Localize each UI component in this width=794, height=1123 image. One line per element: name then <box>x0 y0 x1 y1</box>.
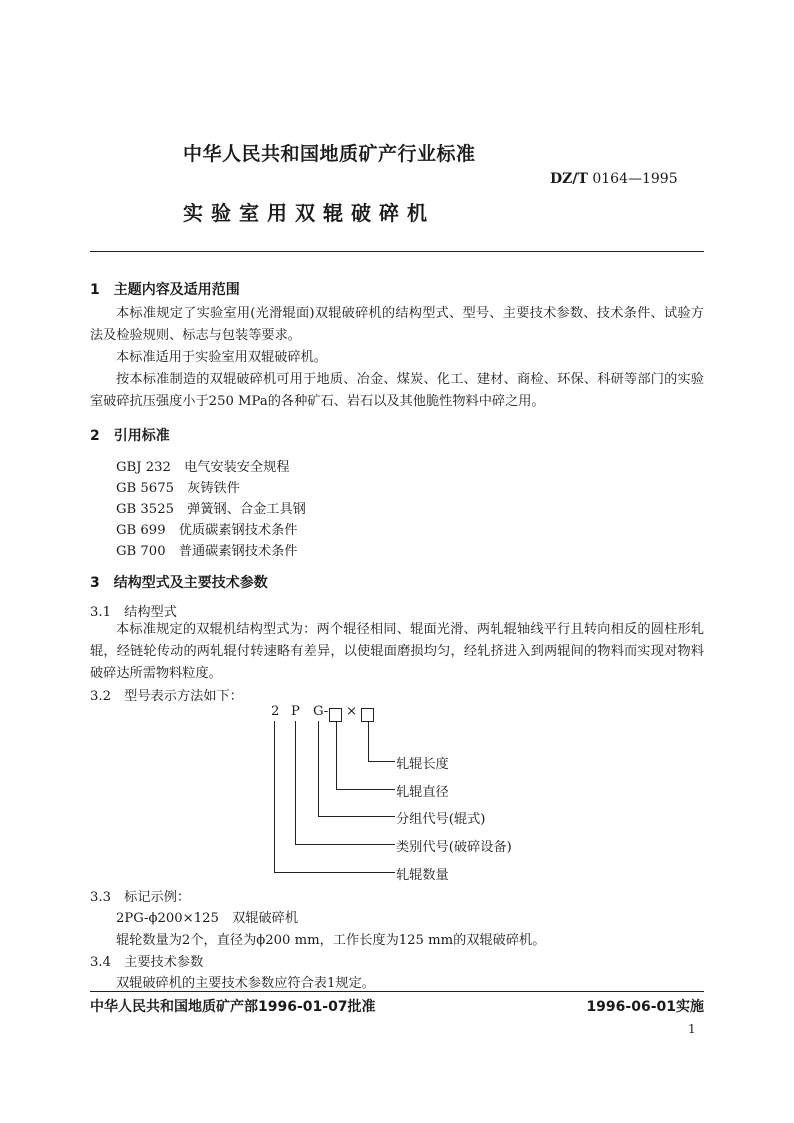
section-3-4-text: 双辊破碎机的主要技术参数应符合表1规定。 <box>116 976 375 991</box>
section-3-3-heading: 3.3 标记示例： <box>90 890 191 905</box>
approval-line: 中华人民共和国地质矿产部1996-01-07批准 <box>90 999 376 1015</box>
section-3-2-heading: 3.2 型号表示方法如下： <box>90 689 243 704</box>
connector-category-vertical <box>295 721 296 845</box>
marking-example-description: 辊轮数量为2个，直径为ϕ200 mm，工作长度为125 mm的双辊破碎机。 <box>116 933 546 948</box>
reference-item <box>116 456 290 475</box>
label-roller-diameter: 轧辊直径 <box>396 785 449 800</box>
connector-count-horizontal <box>274 872 395 873</box>
reference-title: 电气安装安全规程 <box>184 460 290 475</box>
reference-title: 普通碳素钢技术条件 <box>178 544 298 559</box>
marking-example: 2PG-ϕ200×125 双辊破碎机 <box>116 911 299 926</box>
model-times-sign: × <box>346 704 358 719</box>
label-group-code: 分组代号(辊式) <box>396 812 486 827</box>
connector-length-vertical <box>368 721 369 762</box>
reference-code: GB 5675 <box>116 481 174 496</box>
footer-divider <box>90 991 704 992</box>
model-char-category: P <box>291 704 300 719</box>
connector-diameter-horizontal <box>336 789 395 790</box>
reference-code: GBJ 232 <box>116 460 171 475</box>
page-number: 1 <box>688 1022 696 1036</box>
section-3-heading: 3 结构型式及主要技术参数 <box>90 575 268 591</box>
header-divider <box>90 251 704 252</box>
connector-count-vertical <box>274 721 275 873</box>
connector-group-vertical <box>318 721 319 817</box>
connector-category-horizontal <box>295 844 395 845</box>
standard-code-prefix: DZ/T <box>550 171 588 187</box>
standard-organization: 中华人民共和国地质矿产行业标准 <box>183 143 476 165</box>
connector-length-horizontal <box>368 761 395 762</box>
reference-item <box>116 540 297 559</box>
reference-code: GB 700 <box>116 544 166 559</box>
reference-code: GB 699 <box>116 523 166 538</box>
section-3-4-heading: 3.4 主要技术参数 <box>90 955 204 970</box>
reference-item <box>116 477 240 496</box>
section-3-1-text: 本标准规定的双辊机结构型式为：两个辊径相同、辊面光滑、两轧辊轴线平行且转向相反的圆柱形轧辊，经链轮传动的两轧辊付转速略有差异，以使辊面磨损均匀，经轧挤进入到两辊间的物料而实现对物料破碎达所需物料粒度。 <box>90 622 704 681</box>
label-roller-length: 轧辊长度 <box>396 757 449 772</box>
section-1-paragraph-2: 本标准适用于实验室用双辊破碎机。 <box>116 350 327 365</box>
model-char-group: G- <box>313 704 329 719</box>
section-1-paragraph-3: 按本标准制造的双辊破碎机可用于地质、冶金、煤炭、化工、建材、商检、环保、科研等部门的实验室破碎抗压强度小于250 MPa的各种矿石、岩石以及其他脆性物料中碎之用。 <box>90 372 704 409</box>
connector-group-horizontal <box>318 816 395 817</box>
document-title: 实验室用双辊破碎机 <box>183 201 435 225</box>
implementation-date: 1996-06-01实施 <box>586 999 704 1015</box>
reference-title: 优质碳素钢技术条件 <box>178 523 298 538</box>
reference-item <box>116 519 297 538</box>
section-1-paragraph-1: 本标准规定了实验室用(光滑辊面)双辊破碎机的结构型式、型号、主要技术参数、技术条件、试验方法及检验规则、标志与包装等要求。 <box>90 306 704 343</box>
model-char-count: 2 <box>271 704 280 719</box>
section-3-1-heading: 3.1 结构型式 <box>90 605 177 620</box>
section-1-heading: 1 主题内容及适用范围 <box>90 282 240 298</box>
label-roller-count: 轧辊数量 <box>396 868 449 883</box>
reference-title: 灰铸铁件 <box>187 481 240 496</box>
reference-code: GB 3525 <box>116 502 174 517</box>
label-category-code: 类别代号(破碎设备) <box>396 840 512 855</box>
reference-item <box>116 498 306 517</box>
standard-code-number: 0164—1995 <box>592 171 678 187</box>
section-2-heading: 2 引用标准 <box>90 428 170 444</box>
connector-diameter-vertical <box>336 721 337 790</box>
standard-code <box>550 171 678 187</box>
reference-title: 弹簧钢、合金工具钢 <box>187 502 306 517</box>
